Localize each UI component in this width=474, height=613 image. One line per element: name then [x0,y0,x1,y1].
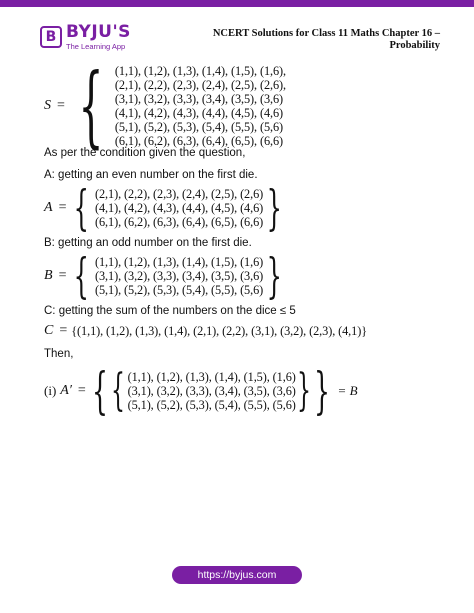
event-c-set [44,323,367,339]
part-i-result: = B [337,383,358,398]
set-name-b: B [44,268,53,283]
set-row: (4,1), (4,2), (4,3), (4,4), (4,5), (4,6) [114,106,284,120]
part-i-set [44,362,358,420]
event-c-value: {(1,1), (1,2), (1,3), (1,4), (2,1), (2,2), (3,1), (3,2), (2,3), (4,1)} [71,324,368,338]
footer-url-link[interactable] [172,566,302,584]
document-title [210,28,440,52]
set-row: (3,1), (3,2), (3,3), (3,4), (3,5), (3,6) [127,384,296,398]
sample-space-rows [115,64,286,148]
outer-left-brace-icon: { [91,362,108,420]
event-b-rows [95,255,263,297]
title-line-2: Probability [389,40,440,51]
set-row: (3,1), (3,2), (3,3), (3,4), (3,5), (3,6) [114,92,284,106]
set-row: (3,1), (3,2), (3,3), (3,4), (3,5), (3,6) [95,269,264,283]
set-name-c: C [44,323,54,338]
brand-tagline: The Learning App [66,42,126,51]
set-row: (5,1), (5,2), (5,3), (5,4), (5,5), (5,6) [114,120,284,134]
then-text: Then, [44,348,74,360]
left-brace-icon: { [78,54,104,157]
event-c-label: C: getting the sum of the numbers on the dice ≤ 5 [44,305,296,317]
inner-left-brace-icon: { [110,365,125,416]
right-brace-icon: } [266,248,283,304]
title-line-1: NCERT Solutions for Class 11 Maths Chapter 16 – [212,28,440,39]
right-brace-icon: } [266,180,283,236]
logo-badge-icon [40,26,62,48]
equals-sign: = [58,268,67,283]
part-i-label: (i) [44,383,57,398]
top-accent-bar [0,0,474,7]
footer-url-text: https://byjus.com [197,569,277,581]
outer-right-brace-icon: } [313,362,330,420]
left-brace-icon: { [74,180,90,236]
byjus-logo[interactable] [40,24,131,51]
set-row: (5,1), (5,2), (5,3), (5,4), (5,5), (5,6) [95,283,264,297]
set-row: (1,1), (1,2), (1,3), (1,4), (1,5), (1,6), [114,64,286,78]
intro-text: As per the condition given the question, [44,147,246,159]
equals-sign: = [57,98,65,113]
set-row: (1,1), (1,2), (1,3), (1,4), (1,5), (1,6) [127,370,296,384]
equals-sign: = [77,383,86,398]
inner-right-brace-icon: } [296,365,311,416]
equals-sign: = [58,200,67,215]
set-row: (2,1), (2,2), (2,3), (2,4), (2,5), (2,6), [114,78,286,92]
set-name-a-complement: A′ [60,383,72,398]
event-a-label: A: getting an even number on the first die. [44,169,258,181]
left-brace-icon: { [74,248,90,304]
set-row: (1,1), (1,2), (1,3), (1,4), (1,5), (1,6) [95,255,264,269]
equals-sign: = [59,323,68,338]
set-name-a: A [44,200,53,215]
event-a-rows [95,187,263,229]
event-b-set [44,248,286,304]
brand-name: BYJU'S [66,22,131,42]
set-row: (2,1), (2,2), (2,3), (2,4), (2,5), (2,6) [95,187,264,201]
logo-badge-letter: B [45,29,57,46]
set-row: (6,1), (6,2), (6,3), (6,4), (6,5), (6,6) [114,134,284,148]
event-b-label: B: getting an odd number on the first die. [44,237,252,249]
set-name-s: S [44,98,51,113]
set-row: (4,1), (4,2), (4,3), (4,4), (4,5), (4,6) [95,201,264,215]
event-a-set [44,180,286,236]
set-row: (5,1), (5,2), (5,3), (5,4), (5,5), (5,6) [127,398,296,412]
set-row: (6,1), (6,2), (6,3), (6,4), (6,5), (6,6) [95,215,264,229]
part-i-rows [128,370,296,412]
